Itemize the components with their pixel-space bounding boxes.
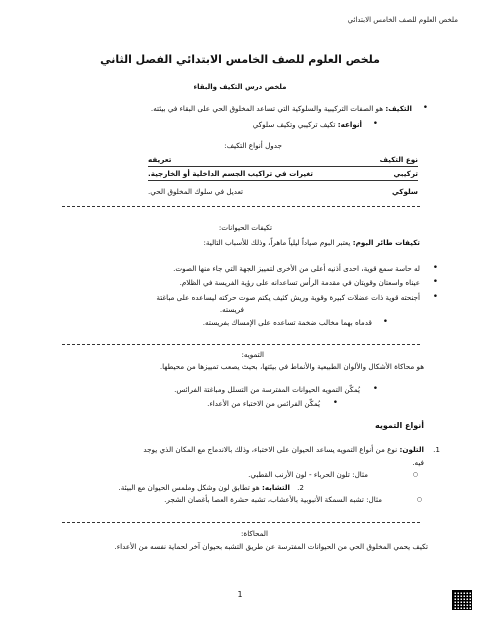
- bullet-dot: •: [372, 119, 378, 129]
- adaptation-types-text: تكيف تركيبي وتكيف سلوكي: [252, 120, 336, 129]
- type1-example: مثال: تلون الحرباء - لون الأرنب القطبي.: [248, 470, 368, 479]
- camouflage-types-heading: أنواع التمويه: [375, 421, 424, 430]
- table-header-row: [148, 153, 418, 167]
- circle-bullet-icon: ○: [412, 471, 418, 478]
- header-note: ملخص العلوم للصف الخامس الابتدائي: [347, 16, 458, 24]
- mimicry-definition: تكيف يحمي المخلوق الحي من الحيوانات المفترسة عن طريق التشبه بحيوان آخر لحماية نفسه من الأعداء.: [114, 542, 428, 551]
- adaptation-types-table: [148, 153, 418, 197]
- owl-fact: عيناه واسعتان وقويتان في مقدمة الرأس تساعدانه على رؤية الفريسة في الظلام.: [179, 278, 420, 287]
- camouflage-definition: هو محاكاة الأشكال والألوان الطبيعية والأنماط في بيئتها، بحيث يصعب تمييزها من محيطها.: [159, 362, 424, 371]
- table-cell-type: تركيبي: [393, 169, 418, 178]
- type1-text: نوع من أنواع التمويه يساعد الحيوان على الاختباء، وذلك بالاندماج مع المكان الذي يوجد: [143, 445, 398, 454]
- bullet-dot: •: [432, 263, 438, 273]
- section-divider: [62, 206, 420, 207]
- table-row: [148, 167, 418, 181]
- lesson-subtitle: ملخص درس التكيف والبقاء: [193, 83, 287, 91]
- type2-example: مثال: تشبه السمكة الأنبوبية بالأعشاب، تشبه حشرة العصا بأغصان الشجر.: [164, 495, 382, 504]
- camouflage-benefit: يُمكّن الفرائس من الاختباء من الأعداء.: [207, 399, 320, 408]
- bullet-dot: •: [382, 317, 388, 327]
- owl-fact: قدماه بهما مخالب ضخمة تساعده على الإمساك بفريسته.: [202, 318, 372, 327]
- type2-number: 2.: [297, 483, 304, 492]
- page-number: 1: [237, 590, 243, 599]
- table-row: [148, 181, 418, 197]
- type2-text: هو تطابق لون وشكل وملمس الحيوان مع البيئة.: [118, 483, 260, 492]
- adaptation-text: هو الصفات التركيبية والسلوكية التي تساعد المخلوق الحي على البقاء في بيئته.: [150, 104, 384, 113]
- section-divider: [62, 344, 420, 345]
- type1-label: التلون:: [399, 445, 424, 454]
- owl-fact-continuation: فريسته.: [219, 305, 244, 314]
- table-caption: جدول أنواع التكيف:: [224, 141, 282, 150]
- table-cell-definition: تغيرات في تراكيب الجسم الداخلية أو الخارجية.: [148, 169, 313, 178]
- adaptation-types-label: أنواعه:: [337, 120, 362, 129]
- adaptation-definition: [151, 104, 412, 113]
- owl-intro-text: يعتبر البوم صياداً ليلياً ماهراً، وذلك للأسباب التالية:: [203, 238, 351, 247]
- circle-bullet-icon: ○: [416, 496, 422, 503]
- owl-intro-label: تكيفات طائر البوم:: [352, 238, 420, 247]
- type2-label: التشابه:: [261, 483, 290, 492]
- qr-code-icon: [452, 590, 472, 610]
- owl-intro: [204, 238, 420, 247]
- table-header-type: نوع التكيف: [379, 155, 418, 164]
- adaptation-label: التكيف:: [385, 104, 412, 113]
- table-cell-type: سلوكي: [392, 187, 418, 196]
- table-cell-definition: تعديل في سلوك المخلوق الحي.: [148, 187, 244, 196]
- bullet-dot: •: [432, 292, 438, 302]
- camouflage-type-coloring: [143, 445, 424, 454]
- camouflage-type-resemblance: [118, 483, 290, 492]
- owl-fact: أجنحته قوية ذات عضلات كبيرة وقوية وريش كثيف يكتم صوت حركته ليساعده على مباغتة: [156, 293, 420, 302]
- mimicry-heading: المحاكاة:: [241, 529, 268, 538]
- section-divider: [62, 522, 420, 523]
- camouflage-heading: التمويه:: [241, 350, 264, 359]
- bullet-dot: •: [332, 398, 338, 408]
- table-header-definition: تعريفه: [148, 155, 172, 164]
- animal-adaptations-heading: تكيفات الحيوانات:: [218, 223, 272, 232]
- type1-number: 1.: [433, 445, 440, 454]
- bullet-dot: •: [422, 103, 428, 113]
- bullet-dot: •: [432, 277, 438, 287]
- camouflage-benefit: يُمكّن التمويه الحيوانات المفترسة من التسلل ومباغتة الفرائس.: [174, 385, 360, 394]
- page-title: ملخص العلوم للصف الخامس الابتدائي الفصل الثاني: [100, 53, 380, 66]
- type1-continuation: فيه.: [412, 458, 424, 467]
- owl-fact: له حاسة سمع قوية، احدى أذنيه أعلى من الأخرى لتمييز الجهة التي جاء منها الصوت.: [173, 264, 420, 273]
- bullet-dot: •: [372, 384, 378, 394]
- adaptation-types: [253, 120, 362, 129]
